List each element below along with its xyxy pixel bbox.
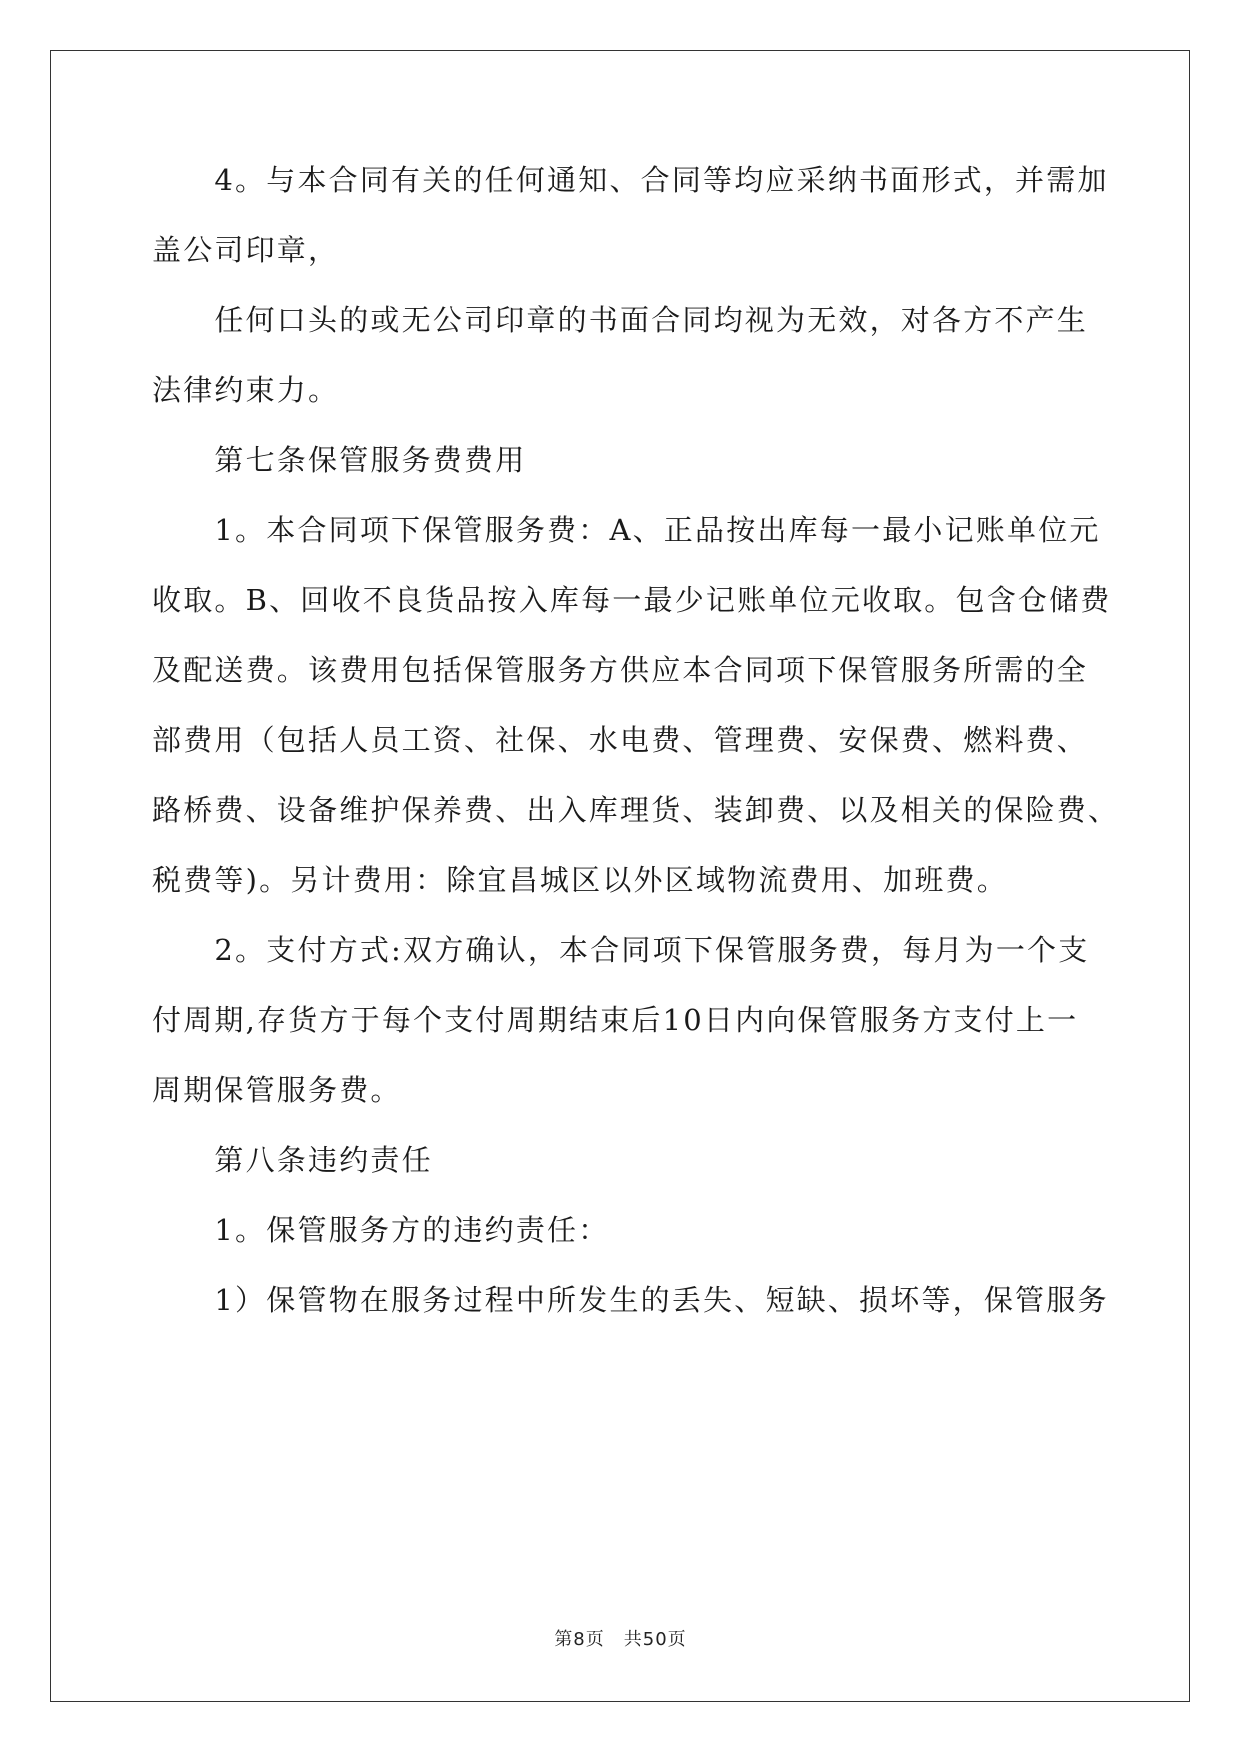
text-line: 税费等)。另计费用：除宜昌城区以外区域物流费用、加班费。 [152, 863, 1008, 897]
text-line: 及配送费。该费用包括保管服务方供应本合同项下保管服务所需的全 [152, 653, 1089, 687]
document-body [152, 160, 1120, 1320]
section-heading: 第八条违约责任 [152, 1143, 433, 1177]
text-line: 盖公司印章， [152, 233, 340, 267]
text-line: 部费用（包括人员工资、社保、水电费、管理费、安保费、燃料费、 [152, 723, 1089, 757]
text-line: 任何口头的或无公司印章的书面合同均视为无效，对各方不产生 [152, 303, 1089, 337]
text-line: 4。与本合同有关的任何通知、合同等均应采纳书面形式，并需加 [152, 163, 1109, 197]
text-line: 2。支付方式:双方确认，本合同项下保管服务费，每月为一个支 [152, 933, 1090, 967]
text-line: 1。本合同项下保管服务费：A、正品按出库每一最小记账单位元 [152, 513, 1101, 547]
text-line: 付周期,存货方于每个支付周期结束后10日内向保管服务方支付上一 [152, 1003, 1079, 1037]
text-line: 1）保管物在服务过程中所发生的丢失、短缺、损坏等，保管服务 [152, 1283, 1109, 1317]
text-line: 收取。B、回收不良货品按入库每一最少记账单位元收取。包含仓储费 [152, 583, 1112, 617]
text-line: 法律约束力。 [152, 373, 340, 407]
page-number: 第8页 共50页 [554, 1629, 687, 1650]
text-line: 周期保管服务费。 [152, 1073, 402, 1107]
section-heading: 第七条保管服务费费用 [152, 443, 527, 477]
text-line: 路桥费、设备维护保养费、出入库理货、装卸费、以及相关的保险费、 [152, 793, 1120, 827]
text-line: 1。保管服务方的违约责任： [152, 1213, 610, 1247]
